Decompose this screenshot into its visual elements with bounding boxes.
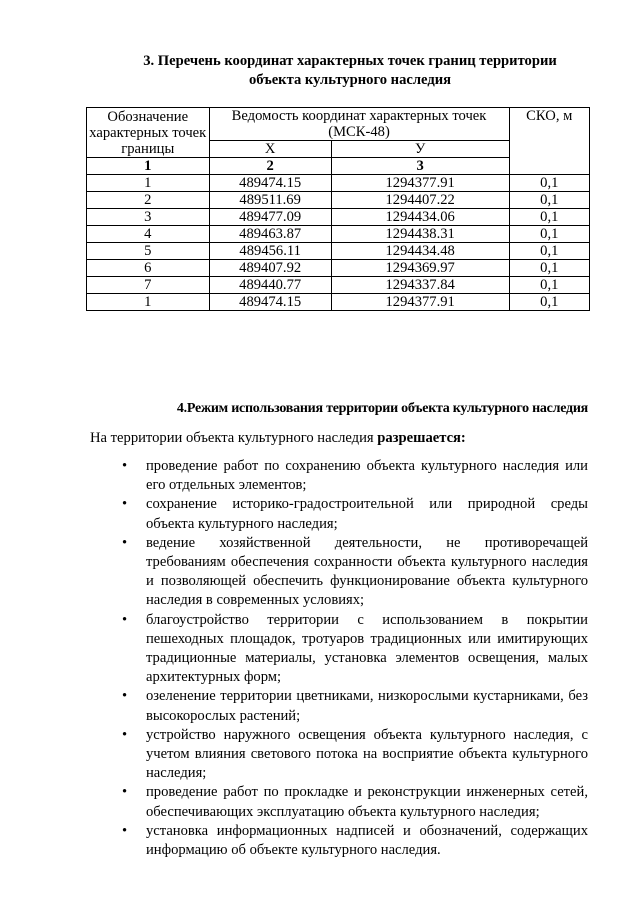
section-3-title-line-1: 3. Перечень координат характерных точек границ территории xyxy=(143,53,557,69)
table-row xyxy=(87,175,590,192)
point-cell: 3 xyxy=(87,209,210,226)
bullet-icon: • xyxy=(122,611,128,628)
x-cell: 489440.77 xyxy=(209,277,331,294)
point-cell: 7 xyxy=(87,277,210,294)
list-item-text: сохранение историко-градостроительной или природной среды объекта культурного наследия; xyxy=(146,496,588,532)
y-cell: 1294377.91 xyxy=(331,175,509,192)
bullet-icon: • xyxy=(122,534,128,551)
table-row xyxy=(87,209,590,226)
coordinates-table xyxy=(86,107,590,311)
table-row xyxy=(87,277,590,294)
sko-cell: 0,1 xyxy=(509,243,589,260)
section-4-heading: 4.Режим использования территории объекта культурного наследия xyxy=(176,401,588,416)
list-item-text: устройство наружного освещения объекта культурного наследия, с учетом влияния светового потока на восприятие объекта культурного наследия; xyxy=(146,726,588,782)
y-cell: 1294407.22 xyxy=(331,192,509,209)
bullet-icon: • xyxy=(122,458,128,474)
table-header-row xyxy=(87,108,590,141)
list-item-text: ведение хозяйственной деятельности, не противоречащей требованиям обеспечения сохранности объекта культурного наследия и позволяющей обеспечить функционирование объекта культурного наследия в современных условиях; xyxy=(146,534,588,609)
table-row xyxy=(87,192,590,209)
list-item-text: проведение работ по прокладке и реконструкции инженерных сетей, обеспечивающих эксплуатацию объекта культурного наследия; xyxy=(146,784,588,820)
table-row xyxy=(87,243,590,260)
list-item xyxy=(120,534,588,611)
x-cell: 489456.11 xyxy=(209,243,331,260)
column-number-2: 2 xyxy=(209,158,331,175)
sko-cell: 0,1 xyxy=(509,277,589,294)
y-cell: 1294377.91 xyxy=(331,294,509,311)
x-cell: 489474.15 xyxy=(209,294,331,311)
table-row xyxy=(87,294,590,311)
table-row xyxy=(87,260,590,277)
x-cell: 489407.92 xyxy=(209,260,331,277)
section-3-title-line-2: объекта культурного наследия xyxy=(248,72,452,88)
intro-bold: разрешается: xyxy=(377,430,466,446)
list-item xyxy=(120,783,588,821)
header-coordinates-group: Ведомость координат характерных точек (МСК-48) xyxy=(209,108,509,141)
table-row xyxy=(87,226,590,243)
sko-cell: 0,1 xyxy=(509,294,589,311)
sko-cell: 0,1 xyxy=(509,192,589,209)
y-cell: 1294434.48 xyxy=(331,243,509,260)
y-cell: 1294434.06 xyxy=(331,209,509,226)
list-item xyxy=(120,457,588,495)
x-cell: 489474.15 xyxy=(209,175,331,192)
x-cell: 489463.87 xyxy=(209,226,331,243)
column-number-3: 3 xyxy=(331,158,509,175)
bullet-icon: • xyxy=(122,726,128,743)
sko-cell: 0,1 xyxy=(509,226,589,243)
x-cell: 489477.09 xyxy=(209,209,331,226)
sko-cell: 0,1 xyxy=(509,260,589,277)
bullet-icon: • xyxy=(122,784,128,801)
list-item xyxy=(120,726,588,784)
list-item-text: проведение работ по сохранению объекта культурного наследия или его отдельных элементов; xyxy=(146,458,588,494)
section-3-heading xyxy=(100,52,600,90)
list-item xyxy=(120,822,588,860)
list-item-text: установка информационных надписей и обозначений, содержащих информацию об объекте культурного наследия. xyxy=(146,822,588,859)
section-4-intro xyxy=(90,430,466,447)
point-cell: 1 xyxy=(87,175,210,192)
y-cell: 1294438.31 xyxy=(331,226,509,243)
list-item xyxy=(120,495,588,533)
point-cell: 6 xyxy=(87,260,210,277)
x-cell: 489511.69 xyxy=(209,192,331,209)
list-item-text: озеленение территории цветниками, низкорослыми кустарниками, без высокорослых растений; xyxy=(146,688,588,724)
point-cell: 2 xyxy=(87,192,210,209)
permitted-activities-list xyxy=(120,457,588,860)
list-item xyxy=(120,611,588,688)
y-cell: 1294369.97 xyxy=(331,260,509,277)
point-cell: 1 xyxy=(87,294,210,311)
header-x: Х xyxy=(209,141,331,158)
sko-cell: 0,1 xyxy=(509,209,589,226)
header-y: У xyxy=(331,141,509,158)
bullet-icon: • xyxy=(122,822,128,839)
y-cell: 1294337.84 xyxy=(331,277,509,294)
list-item-text: благоустройство территории с использованием в покрытии пешеходных площадок, тротуаров традиционных или имитирующих традиционные материалы, установка элементов освещения, малых архитектурных форм; xyxy=(146,611,588,686)
bullet-icon: • xyxy=(122,688,128,705)
header-point-designation: Обозначение характерных точек границы xyxy=(87,108,210,158)
point-cell: 4 xyxy=(87,226,210,243)
bullet-icon: • xyxy=(122,496,128,513)
intro-text: На территории объекта культурного наследия xyxy=(90,430,378,446)
header-sko: СКО, м xyxy=(509,108,589,175)
column-number-1: 1 xyxy=(87,158,210,175)
list-item xyxy=(120,687,588,725)
sko-cell: 0,1 xyxy=(509,175,589,192)
point-cell: 5 xyxy=(87,243,210,260)
